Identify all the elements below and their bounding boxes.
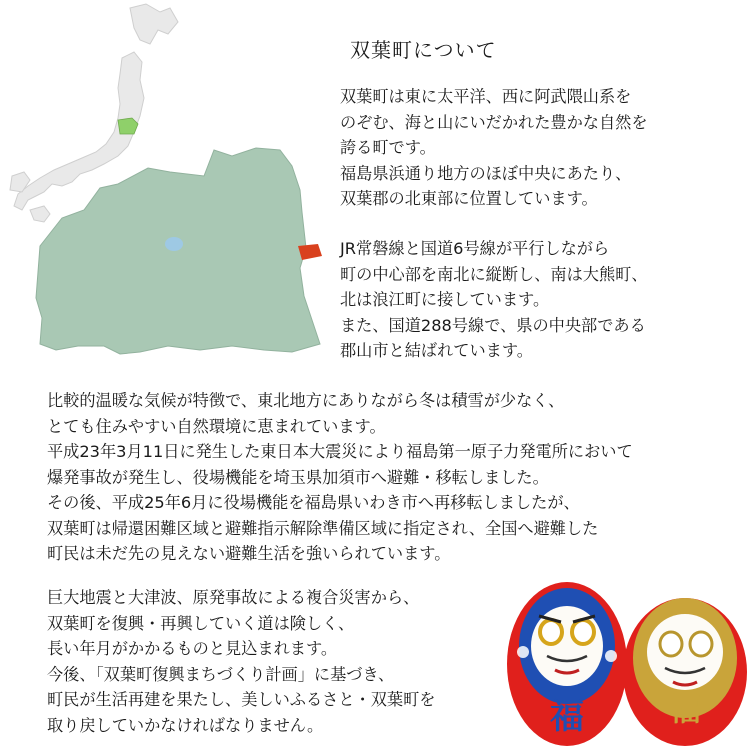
text-line: 北は浪江町に接しています。 bbox=[340, 290, 550, 309]
fukushima-map-icon bbox=[36, 148, 322, 354]
transport-paragraph bbox=[340, 236, 648, 364]
daruma-gold-character: 福 bbox=[668, 690, 702, 728]
text-line: 町民は未だ先の見えない避難生活を強いられています。 bbox=[47, 544, 451, 563]
disaster-paragraph bbox=[47, 388, 633, 567]
lake-icon bbox=[165, 237, 183, 251]
text-line: 郡山市と結ばれています。 bbox=[340, 341, 533, 360]
daruma-blue-character: 福 bbox=[550, 697, 584, 737]
text-line: とても住みやすい自然環境に恵まれています。 bbox=[47, 416, 386, 436]
daruma-blue-icon bbox=[507, 582, 627, 746]
page-title: 双葉町について bbox=[350, 38, 497, 62]
text-line: 今後、「双葉町復興まちづくり計画」に基づき、 bbox=[47, 664, 395, 684]
text-line: 取り戻していかなければなりません。 bbox=[47, 715, 324, 735]
text-line: JR常磐線と国道6号線が平行しながら bbox=[340, 239, 610, 258]
text-line: 誇る町です。 bbox=[340, 138, 436, 157]
intro-paragraph bbox=[340, 84, 648, 212]
text-line: 町民が生活再建を果たし、美しいふるさと・双葉町を bbox=[47, 690, 436, 709]
recovery-paragraph bbox=[47, 585, 436, 738]
daruma-illustration bbox=[505, 560, 750, 750]
text-line: のぞむ、海と山にいだかれた豊かな自然を bbox=[340, 112, 648, 132]
text-line: 双葉町は東に太平洋、西に阿武隈山系を bbox=[340, 87, 632, 106]
location-map bbox=[0, 0, 340, 370]
text-line: 町の中心部を南北に縦断し、南は大熊町、 bbox=[340, 264, 648, 284]
text-line: 双葉郡の北東部に位置しています。 bbox=[340, 189, 598, 208]
text-line: 平成23年3月11日に発生した東日本大震災により福島第一原子力発電所において bbox=[47, 442, 633, 461]
futaba-town-marker bbox=[298, 244, 322, 260]
text-line: その後、平成25年6月に役場機能を福島県いわき市へ再移転しましたが、 bbox=[47, 493, 580, 512]
daruma-gold-icon bbox=[623, 598, 747, 746]
text-line: 長い年月がかかるものと見込まれます。 bbox=[47, 639, 338, 658]
text-line: 双葉町を復興・再興していく道は険しく、 bbox=[47, 613, 355, 633]
text-line: 爆発事故が発生し、役場機能を埼玉県加須市へ避難・移転しました。 bbox=[47, 467, 549, 487]
text-line: また、国道288号線で、県の中央部である bbox=[340, 315, 646, 335]
text-line: 比較的温暖な気候が特徴で、東北地方にありながら冬は積雪が少なく、 bbox=[47, 391, 565, 410]
text-line: 福島県浜通り地方のほぼ中央にあたり、 bbox=[340, 163, 632, 183]
text-line: 双葉町は帰還困難区域と避難指示解除準備区域に指定され、全国へ避難した bbox=[47, 518, 599, 538]
text-line: 巨大地震と大津波、原発事故による複合災害から、 bbox=[47, 588, 420, 607]
